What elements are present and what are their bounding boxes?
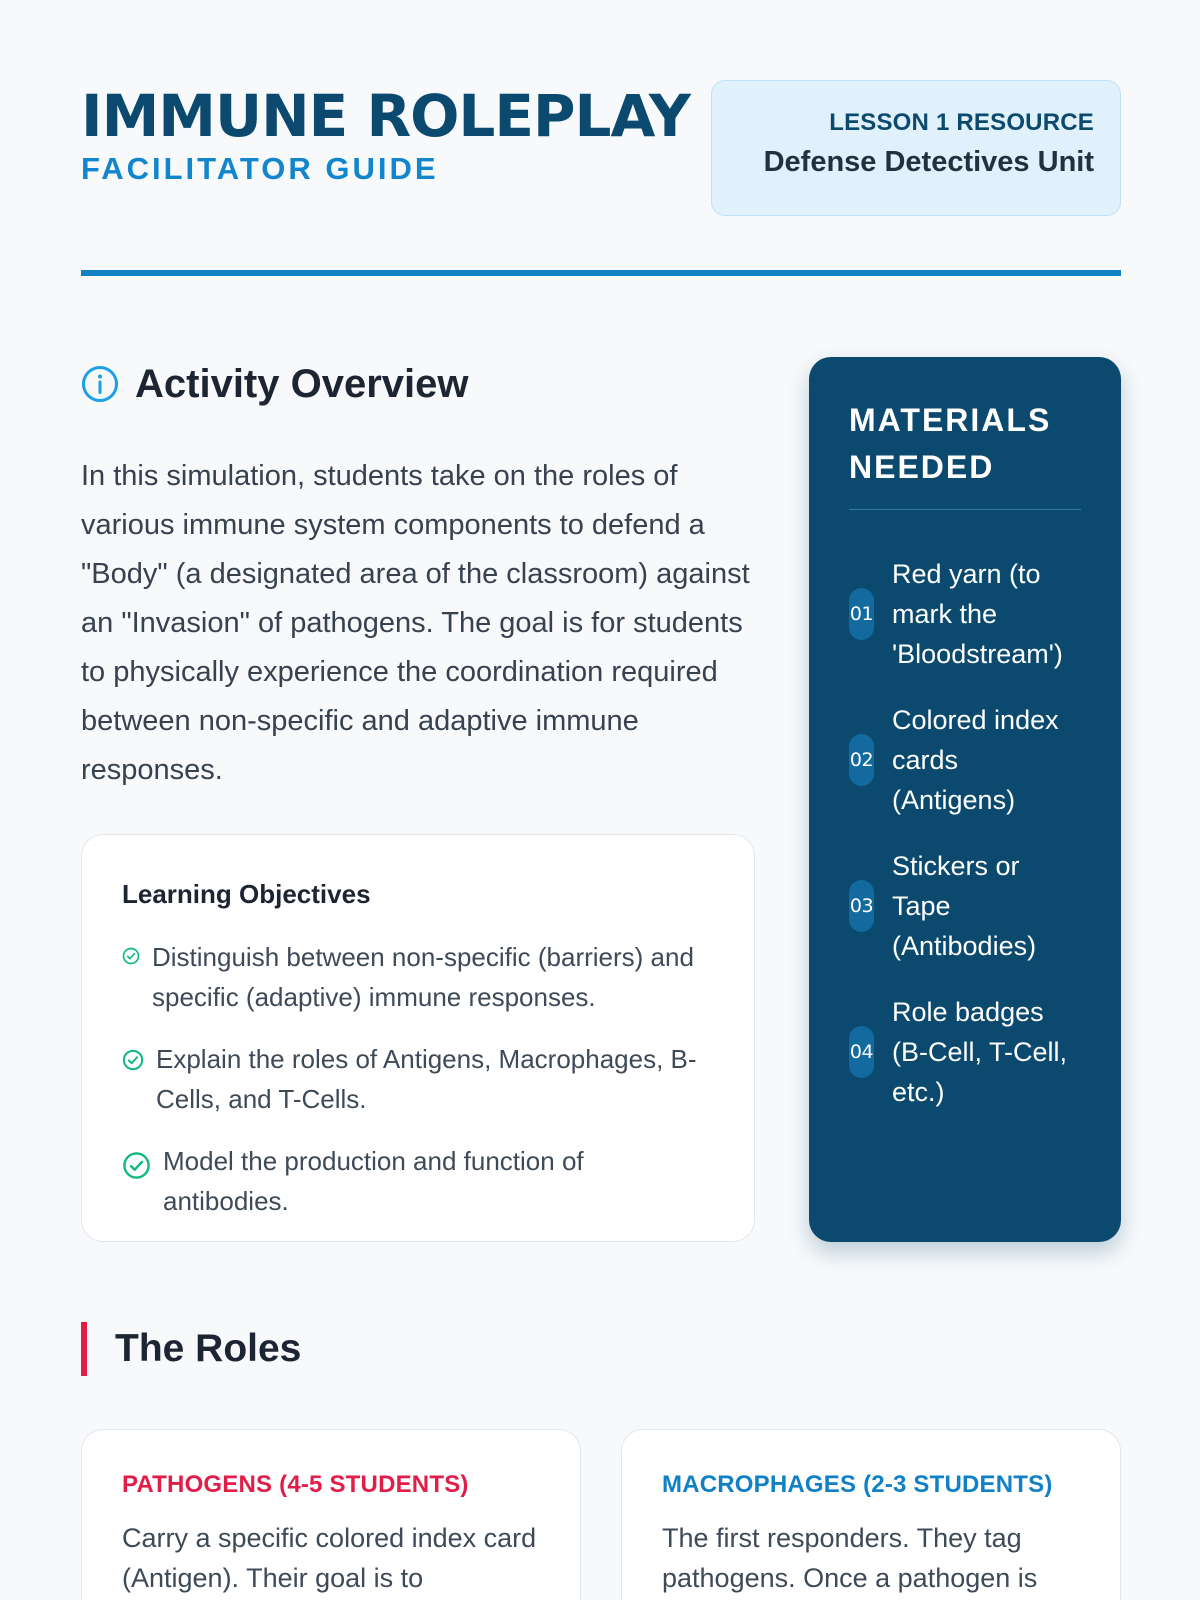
roles-heading xyxy=(81,1322,301,1376)
material-text: Role badges (B-Cell, T-Cell, etc.) xyxy=(892,997,1068,1107)
material-number: 04 xyxy=(849,1026,874,1078)
role-card-macrophages xyxy=(621,1429,1121,1600)
objective-text: Model the production and function of antibodies. xyxy=(163,1146,584,1216)
role-description: The first responders. They tag pathogens. Once a pathogen is xyxy=(662,1523,1038,1593)
lesson-badge xyxy=(711,80,1121,216)
material-item xyxy=(849,554,1081,674)
material-number: 03 xyxy=(849,880,874,932)
learning-objectives-card xyxy=(81,834,755,1242)
check-circle-icon xyxy=(122,1151,151,1180)
check-circle-icon xyxy=(122,947,140,965)
material-text: Colored index cards (Antigens) xyxy=(892,705,1059,815)
objective-item xyxy=(122,1039,714,1119)
page-title: IMMUNE ROLEPLAY xyxy=(81,82,690,150)
roles-title: The Roles xyxy=(115,1327,302,1370)
header-divider xyxy=(81,270,1121,276)
info-icon xyxy=(81,365,119,403)
material-item xyxy=(849,846,1081,966)
role-description: Carry a specific colored index card (Antigen). Their goal is to xyxy=(122,1523,537,1593)
materials-panel xyxy=(809,357,1121,1242)
objectives-title: Learning Objectives xyxy=(122,879,371,909)
material-text: Stickers or Tape (Antibodies) xyxy=(892,851,1037,961)
materials-title: MATERIALS NEEDED xyxy=(849,397,1081,510)
page-subtitle: FACILITATOR GUIDE xyxy=(81,151,439,186)
page-header xyxy=(81,80,1121,280)
objective-text: Explain the roles of Antigens, Macrophages, B-Cells, and T-Cells. xyxy=(156,1044,697,1114)
role-title: PATHOGENS (4-5 STUDENTS) xyxy=(122,1471,469,1498)
material-item xyxy=(849,700,1081,820)
overview-heading xyxy=(81,360,469,408)
material-number: 02 xyxy=(849,734,874,786)
objective-text: Distinguish between non-specific (barriers) and specific (adaptive) immune responses. xyxy=(152,942,694,1012)
material-number: 01 xyxy=(849,588,874,640)
overview-text: In this simulation, students take on the roles of various immune system components to defend a "Body" (a designated area of the classroom) against an "Invasion" of pathogens. The goal is for students to physically experience the coordination required between non-specific and adaptive immune responses. xyxy=(81,460,750,786)
objective-item xyxy=(122,1141,714,1221)
roles-accent-bar xyxy=(81,1322,87,1376)
badge-title: Defense Detectives Unit xyxy=(763,146,1094,178)
objective-item xyxy=(122,937,714,1017)
role-title: MACROPHAGES (2-3 STUDENTS) xyxy=(662,1471,1053,1498)
materials-list xyxy=(849,554,1081,1112)
material-text: Red yarn (to mark the 'Bloodstream') xyxy=(892,559,1063,669)
overview-title: Activity Overview xyxy=(135,362,469,406)
role-card-pathogens xyxy=(81,1429,581,1600)
material-item xyxy=(849,992,1081,1112)
check-circle-icon xyxy=(122,1049,144,1071)
badge-eyebrow: LESSON 1 RESOURCE xyxy=(829,109,1094,136)
